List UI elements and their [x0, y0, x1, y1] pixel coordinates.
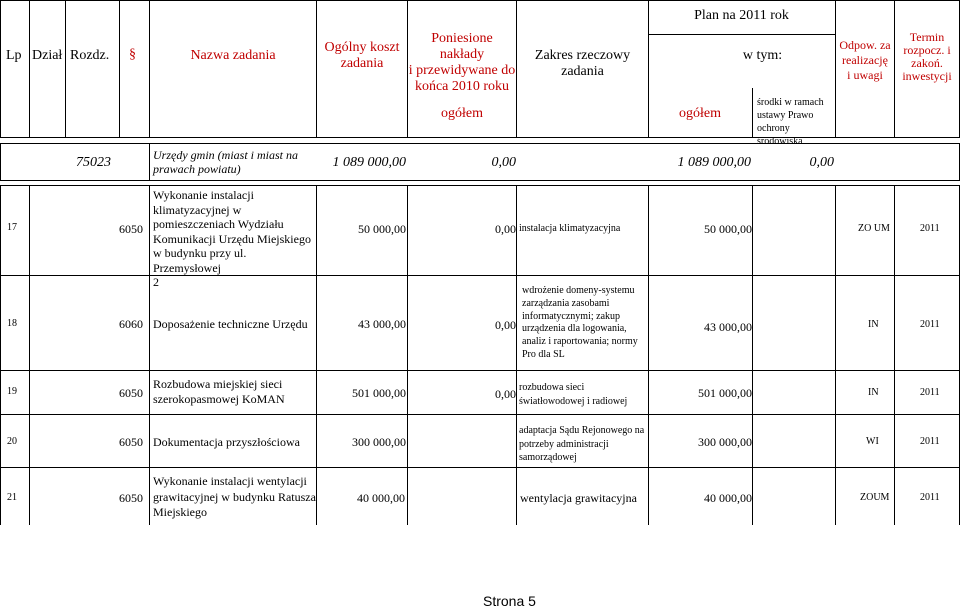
row-name: Rozbudowa miejskiej sieci szerokopasmowej KoMAN [153, 377, 285, 406]
row-lp: 20 [7, 436, 17, 447]
section-vline [149, 143, 150, 181]
col-paragraph-header: § [129, 47, 136, 62]
row-koszt: 43 000,00 [358, 317, 406, 331]
row-odpowiedzialny: IN [868, 387, 879, 398]
row-termin: 2011 [920, 223, 940, 234]
col-rozdz-header: Rozdz. [70, 48, 110, 63]
row-naklady: 0,00 [495, 387, 516, 401]
row-odpowiedzialny: ZO UM [858, 223, 890, 234]
row-odpowiedzialny: IN [868, 319, 879, 330]
row-name: Doposażenie techniczne Urzędu [153, 317, 308, 331]
row-zakres: wentylacja grawitacyjna [520, 491, 637, 505]
row-naklady: 0,00 [495, 222, 516, 236]
row-vline [0, 185, 1, 525]
col-ogolem-header-1: ogółem [441, 106, 483, 121]
row-zakres: rozbudowa sieci światłowodowej i radiowej [519, 382, 628, 407]
col-nazwa-header: Nazwa zadania [190, 48, 276, 63]
row-name: Dokumentacja przyszłościowa [153, 435, 300, 449]
row-rozdz: 6050 [119, 491, 143, 505]
header-mid-line [648, 34, 835, 35]
section-name: Urzędy gmin (miast i miast na prawach powiatu) [153, 148, 298, 176]
row-rozdz: 6050 [119, 386, 143, 400]
row-koszt: 50 000,00 [358, 222, 406, 236]
row-odpowiedzialny: ZOUM [860, 492, 890, 503]
row-plan: 50 000,00 [704, 222, 752, 236]
row-naklady: 0,00 [495, 318, 516, 332]
row-name: Wykonanie instalacji wentylacji grawitacyjnej w budynku Ratusza Miejskiego [153, 474, 316, 519]
row-sep-line [0, 370, 960, 371]
header-vline [29, 0, 30, 137]
header-vline [119, 0, 120, 137]
row-vline [835, 185, 836, 525]
row-koszt: 300 000,00 [352, 435, 406, 449]
section-srodki: 0,00 [809, 155, 834, 170]
row-sep-line [0, 467, 960, 468]
row-vline [516, 185, 517, 525]
header-vline [65, 0, 66, 137]
col-ogolem-header-2: ogółem [679, 106, 721, 121]
header-vline [752, 88, 753, 137]
col-wtym-header: w tym: [742, 48, 783, 63]
col-plan-header: Plan na 2011 rok [694, 8, 789, 23]
section-vline [0, 143, 1, 181]
header-vline [149, 0, 150, 137]
row-naklady: 40 000,00 [357, 491, 405, 505]
row-plan: 300 000,00 [698, 435, 752, 449]
table-top-border [0, 0, 960, 1]
section-plan: 1 089 000,00 [677, 155, 751, 170]
page-number: Strona 5 [483, 593, 536, 609]
row-zakres: adaptacja Sądu Rejonowego na potrzeby administracji samorządowej [519, 425, 645, 463]
row-termin: 2011 [920, 492, 940, 503]
row-vline [407, 185, 408, 525]
row-vline [894, 185, 895, 525]
row-lp: 19 [7, 386, 17, 397]
row-odpowiedzialny: WI [866, 436, 879, 447]
row-plan: 40 000,00 [704, 491, 752, 505]
section-bottom-line [0, 180, 960, 181]
row-lp: 17 [7, 222, 17, 233]
col-zakres-header: Zakres rzeczowy zadania [534, 48, 631, 79]
row-lp: 18 [7, 318, 17, 329]
row-sep-line [0, 275, 960, 276]
row-vline [149, 185, 150, 525]
row-rozdz: 6050 [119, 435, 143, 449]
section-rozdz: 75023 [76, 155, 111, 170]
row-vline [29, 185, 30, 525]
row-plan: 501 000,00 [698, 386, 752, 400]
row-koszt: 501 000,00 [352, 386, 406, 400]
row-termin: 2011 [920, 387, 940, 398]
col-lp-header: Lp [6, 48, 22, 63]
section-naklady: 0,00 [491, 155, 516, 170]
row-rozdz: 6060 [119, 317, 143, 331]
row-lp: 21 [7, 492, 17, 503]
col-termin-header: Termin rozpocz. i zakoń. inwestycji [902, 30, 952, 83]
col-dzial-header: Dział [32, 48, 63, 63]
row-name: Wykonanie instalacji klimatyzacyjnej w pomieszczeniach Wydziału Komunikacji Urzędu Miejskiego w budynku przy ul. Przemysłowej 2 [153, 188, 311, 289]
row-vline [752, 185, 753, 525]
row-sep-line [0, 414, 960, 415]
header-vline [0, 0, 1, 137]
row-vline [648, 185, 649, 525]
row-vline [316, 185, 317, 525]
col-srodki-header: środki w ramach ustawy Prawo ochrony środowiska [757, 97, 824, 147]
col-odpow-header: Odpow. za realizację i uwagi [839, 38, 891, 82]
row-zakres: wdrożenie domeny-systemu zarządzania zasobami informatycznymi; zakup urządzenia dla logowania, analiz i raportowania; normy Pro dla SL [522, 285, 638, 360]
row-zakres: instalacja klimatyzacyjna [519, 223, 621, 234]
section-koszt: 1 089 000,00 [332, 155, 406, 170]
col-poniesione-header: Poniesione nakłady i przewidywane do końca 2010 roku [408, 31, 516, 94]
row-top-line [0, 185, 960, 186]
col-ogolny-koszt-header: Ogólny koszt zadania [324, 40, 400, 71]
row-termin: 2011 [920, 436, 940, 447]
row-rozdz: 6050 [119, 222, 143, 236]
row-termin: 2011 [920, 319, 940, 330]
row-plan: 43 000,00 [704, 320, 752, 334]
